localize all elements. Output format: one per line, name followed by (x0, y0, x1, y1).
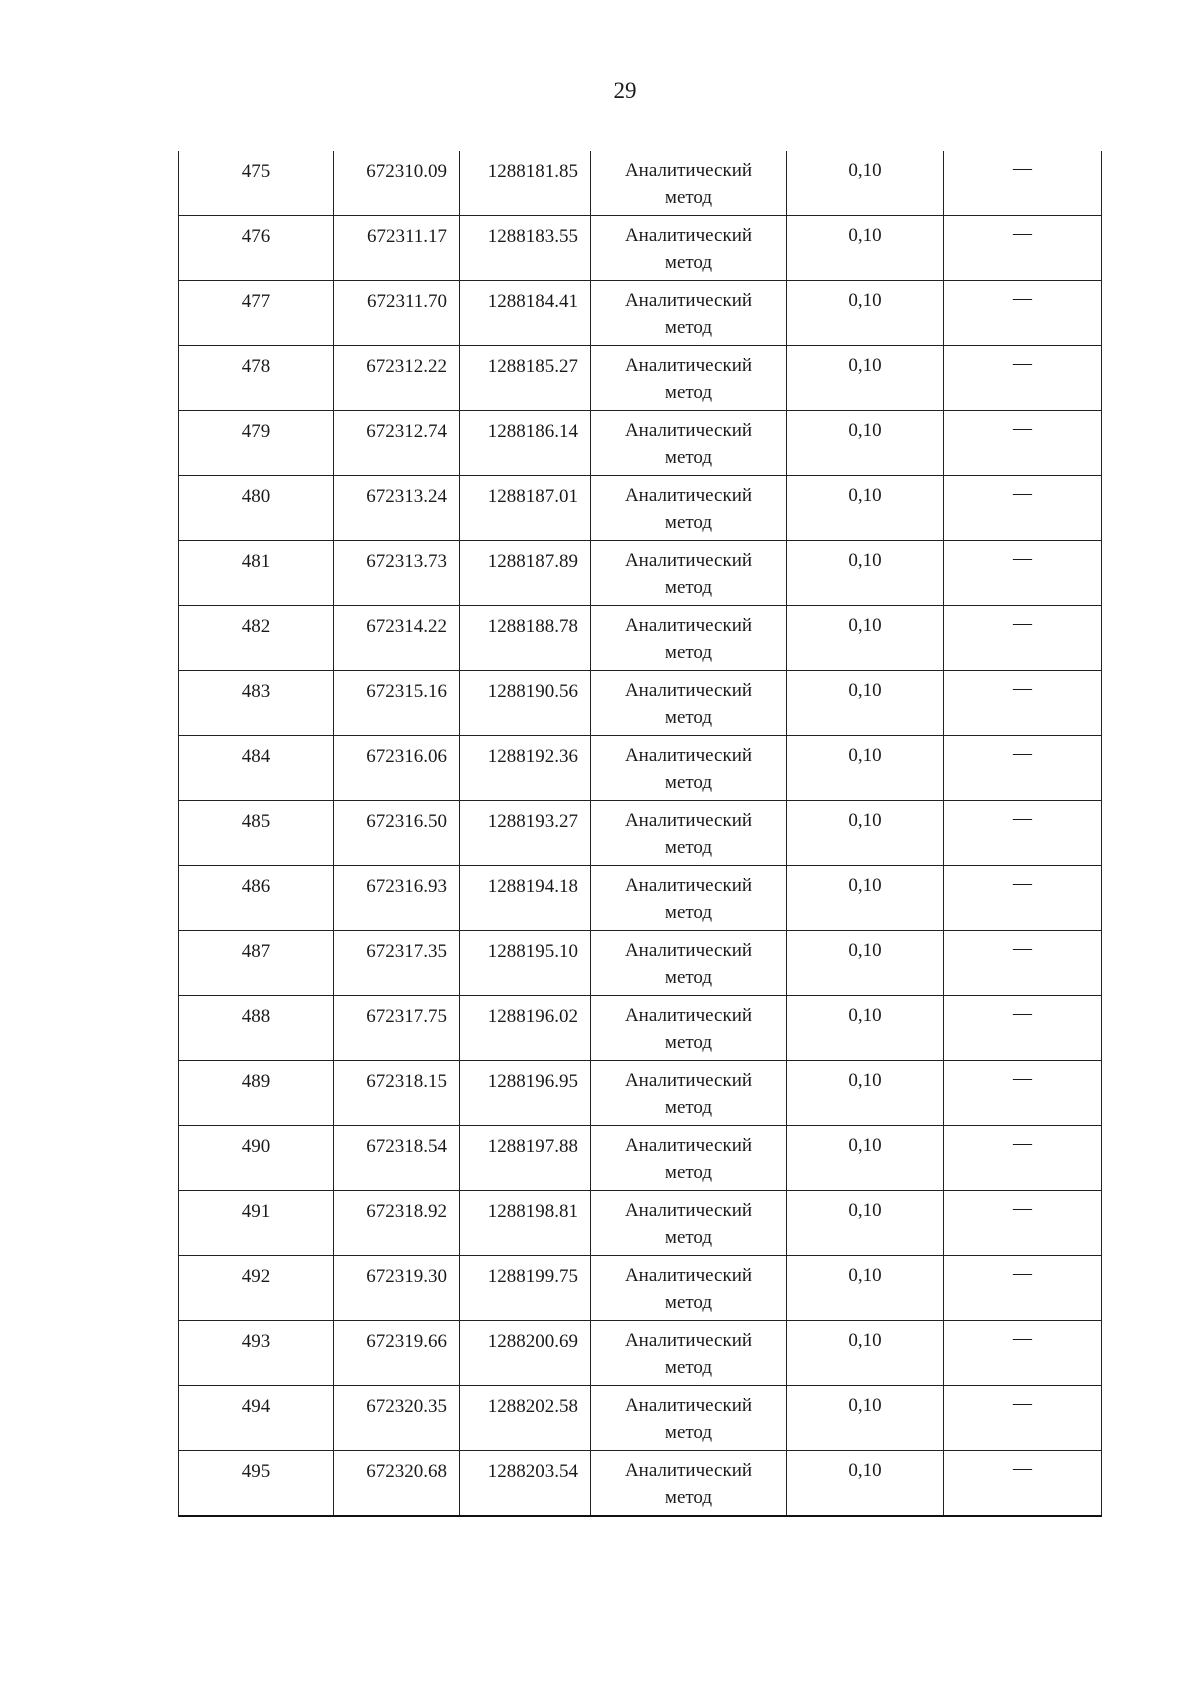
accuracy-cell (787, 671, 944, 736)
note-cell (944, 411, 1102, 476)
point-number-cell (179, 1321, 334, 1386)
table-row (179, 346, 1102, 411)
accuracy-text: 0,10 (848, 1200, 882, 1221)
point-number-cell (179, 1451, 334, 1517)
note-cell (944, 801, 1102, 866)
x-coordinate-cell (334, 1256, 460, 1321)
table-row (179, 606, 1102, 671)
note-cell (944, 216, 1102, 281)
x-coordinate-text: 672315.16 (366, 681, 447, 702)
note-text: — (1013, 1393, 1032, 1414)
point-number-cell (179, 346, 334, 411)
x-coordinate-text: 672316.06 (366, 746, 447, 767)
note-text: — (1013, 483, 1032, 504)
note-text: — (1013, 808, 1032, 829)
accuracy-text: 0,10 (848, 1265, 882, 1286)
y-coordinate-text: 1288183.55 (487, 226, 578, 247)
x-coordinate-cell (334, 346, 460, 411)
point-number-text: 479 (241, 421, 271, 442)
method-label-line1: Аналитический (624, 1135, 753, 1156)
method-cell (591, 996, 787, 1061)
y-coordinate-text: 1288193.27 (487, 811, 578, 832)
x-coordinate-text: 672316.93 (366, 876, 447, 897)
accuracy-text: 0,10 (848, 485, 882, 506)
note-text: — (1013, 678, 1032, 699)
accuracy-cell (787, 1191, 944, 1256)
method-cell (591, 1321, 787, 1386)
method-label-line2: метод (664, 1227, 713, 1248)
table-row (179, 931, 1102, 996)
method-cell (591, 346, 787, 411)
x-coordinate-cell (334, 736, 460, 801)
x-coordinate-cell (334, 866, 460, 931)
method-label-line1: Аналитический (624, 225, 753, 246)
note-cell (944, 866, 1102, 931)
y-coordinate-text: 1288187.89 (487, 551, 578, 572)
accuracy-cell (787, 736, 944, 801)
method-label-line2: метод (664, 1357, 713, 1378)
method-label-line1: Аналитический (624, 550, 753, 571)
point-number-cell (179, 1386, 334, 1451)
x-coordinate-cell (334, 996, 460, 1061)
x-coordinate-text: 672312.74 (366, 421, 447, 442)
x-coordinate-text: 672312.22 (366, 356, 447, 377)
x-coordinate-text: 672319.66 (366, 1331, 447, 1352)
x-coordinate-cell (334, 476, 460, 541)
x-coordinate-text: 672311.17 (366, 226, 447, 247)
y-coordinate-cell (460, 1451, 591, 1517)
table-row (179, 801, 1102, 866)
point-number-text: 475 (241, 161, 271, 182)
method-label-line1: Аналитический (624, 420, 753, 441)
method-label-line1: Аналитический (624, 1200, 753, 1221)
x-coordinate-cell (334, 606, 460, 671)
table-row (179, 1061, 1102, 1126)
method-label-line1: Аналитический (624, 485, 753, 506)
note-cell (944, 151, 1102, 216)
accuracy-text: 0,10 (848, 810, 882, 831)
accuracy-text: 0,10 (848, 875, 882, 896)
method-label-line1: Аналитический (624, 355, 753, 376)
note-cell (944, 671, 1102, 736)
y-coordinate-text: 1288196.95 (487, 1071, 578, 1092)
point-number-cell (179, 281, 334, 346)
table-row (179, 1321, 1102, 1386)
x-coordinate-cell (334, 931, 460, 996)
note-text: — (1013, 1198, 1032, 1219)
point-number-cell (179, 151, 334, 216)
table-row (179, 1386, 1102, 1451)
point-number-cell (179, 801, 334, 866)
method-label-line1: Аналитический (624, 875, 753, 896)
accuracy-text: 0,10 (848, 355, 882, 376)
method-cell (591, 1126, 787, 1191)
method-label-line2: метод (664, 772, 713, 793)
method-cell (591, 476, 787, 541)
y-coordinate-cell (460, 996, 591, 1061)
method-label-line2: метод (664, 317, 713, 338)
point-number-cell (179, 541, 334, 606)
method-label-line2: метод (664, 837, 713, 858)
accuracy-text: 0,10 (848, 225, 882, 246)
note-text: — (1013, 1003, 1032, 1024)
x-coordinate-text: 672314.22 (366, 616, 447, 637)
table-row (179, 411, 1102, 476)
y-coordinate-text: 1288187.01 (487, 486, 578, 507)
x-coordinate-cell (334, 1386, 460, 1451)
x-coordinate-text: 672320.68 (366, 1461, 447, 1482)
table-row (179, 216, 1102, 281)
x-coordinate-cell (334, 671, 460, 736)
note-cell (944, 1191, 1102, 1256)
method-label-line1: Аналитический (624, 1395, 753, 1416)
x-coordinate-cell (334, 1451, 460, 1517)
point-number-cell (179, 476, 334, 541)
point-number-text: 490 (241, 1136, 271, 1157)
method-label-line1: Аналитический (624, 1070, 753, 1091)
accuracy-text: 0,10 (848, 1135, 882, 1156)
point-number-text: 488 (241, 1006, 271, 1027)
accuracy-cell (787, 1126, 944, 1191)
point-number-text: 486 (241, 876, 271, 897)
table-row (179, 151, 1102, 216)
note-cell (944, 476, 1102, 541)
y-coordinate-cell (460, 1126, 591, 1191)
note-cell (944, 1321, 1102, 1386)
x-coordinate-text: 672313.73 (366, 551, 447, 572)
note-cell (944, 1256, 1102, 1321)
method-label-line1: Аналитический (624, 1460, 753, 1481)
point-number-text: 477 (241, 291, 271, 312)
point-number-text: 484 (241, 746, 271, 767)
accuracy-cell (787, 1451, 944, 1517)
point-number-text: 489 (241, 1071, 271, 1092)
y-coordinate-cell (460, 1191, 591, 1256)
method-label-line1: Аналитический (624, 290, 753, 311)
accuracy-cell (787, 1061, 944, 1126)
method-cell (591, 801, 787, 866)
accuracy-text: 0,10 (848, 1005, 882, 1026)
method-label-line1: Аналитический (624, 1265, 753, 1286)
x-coordinate-text: 672310.09 (366, 161, 447, 182)
point-number-cell (179, 1256, 334, 1321)
accuracy-text: 0,10 (848, 160, 882, 181)
note-cell (944, 281, 1102, 346)
point-number-cell (179, 931, 334, 996)
table-row (179, 1256, 1102, 1321)
y-coordinate-text: 1288199.75 (487, 1266, 578, 1287)
method-cell (591, 866, 787, 931)
point-number-text: 482 (241, 616, 271, 637)
accuracy-cell (787, 866, 944, 931)
y-coordinate-cell (460, 1061, 591, 1126)
x-coordinate-text: 672319.30 (366, 1266, 447, 1287)
y-coordinate-text: 1288181.85 (487, 161, 578, 182)
method-label-line2: метод (664, 252, 713, 273)
note-text: — (1013, 873, 1032, 894)
method-label-line1: Аналитический (624, 680, 753, 701)
method-label-line1: Аналитический (624, 940, 753, 961)
y-coordinate-text: 1288198.81 (487, 1201, 578, 1222)
accuracy-text: 0,10 (848, 940, 882, 961)
method-cell (591, 736, 787, 801)
note-text: — (1013, 158, 1032, 179)
method-label-line2: метод (664, 642, 713, 663)
note-text: — (1013, 418, 1032, 439)
x-coordinate-text: 672318.92 (366, 1201, 447, 1222)
y-coordinate-text: 1288203.54 (487, 1461, 578, 1482)
note-text: — (1013, 223, 1032, 244)
x-coordinate-text: 672317.35 (366, 941, 447, 962)
note-cell (944, 1386, 1102, 1451)
note-cell (944, 541, 1102, 606)
x-coordinate-text: 672313.24 (366, 486, 447, 507)
accuracy-text: 0,10 (848, 290, 882, 311)
accuracy-text: 0,10 (848, 1070, 882, 1091)
note-cell (944, 931, 1102, 996)
x-coordinate-cell (334, 1126, 460, 1191)
method-label-line2: метод (664, 1032, 713, 1053)
point-number-cell (179, 1061, 334, 1126)
note-text: — (1013, 613, 1032, 634)
method-label-line1: Аналитический (624, 1005, 753, 1026)
method-label-line2: метод (664, 902, 713, 923)
y-coordinate-text: 1288188.78 (487, 616, 578, 637)
y-coordinate-cell (460, 281, 591, 346)
method-label-line2: метод (664, 1292, 713, 1313)
method-label-line2: метод (664, 187, 713, 208)
y-coordinate-cell (460, 151, 591, 216)
point-number-cell (179, 1191, 334, 1256)
method-cell (591, 931, 787, 996)
y-coordinate-cell (460, 541, 591, 606)
accuracy-cell (787, 151, 944, 216)
note-text: — (1013, 1263, 1032, 1284)
point-number-text: 494 (241, 1396, 271, 1417)
method-label-line2: метод (664, 447, 713, 468)
x-coordinate-text: 672318.54 (366, 1136, 447, 1157)
method-label-line2: метод (664, 1162, 713, 1183)
method-cell (591, 1451, 787, 1517)
note-text: — (1013, 353, 1032, 374)
method-label-line2: метод (664, 512, 713, 533)
point-number-cell (179, 736, 334, 801)
method-label-line1: Аналитический (624, 745, 753, 766)
accuracy-cell (787, 996, 944, 1061)
coordinates-table-body (179, 151, 1102, 1516)
note-text: — (1013, 288, 1032, 309)
note-cell (944, 736, 1102, 801)
y-coordinate-cell (460, 801, 591, 866)
page-number: 29 (613, 78, 637, 103)
y-coordinate-cell (460, 736, 591, 801)
y-coordinate-cell (460, 931, 591, 996)
method-cell (591, 1386, 787, 1451)
method-label-line1: Аналитический (624, 615, 753, 636)
x-coordinate-cell (334, 541, 460, 606)
method-cell (591, 671, 787, 736)
y-coordinate-cell (460, 346, 591, 411)
accuracy-text: 0,10 (848, 1330, 882, 1351)
accuracy-text: 0,10 (848, 745, 882, 766)
y-coordinate-text: 1288197.88 (487, 1136, 578, 1157)
y-coordinate-cell (460, 671, 591, 736)
x-coordinate-cell (334, 1321, 460, 1386)
accuracy-cell (787, 1321, 944, 1386)
point-number-text: 492 (241, 1266, 271, 1287)
accuracy-text: 0,10 (848, 1460, 882, 1481)
table-row (179, 541, 1102, 606)
method-label-line1: Аналитический (624, 1330, 753, 1351)
method-label-line2: метод (664, 1097, 713, 1118)
note-cell (944, 346, 1102, 411)
method-cell (591, 151, 787, 216)
accuracy-cell (787, 1256, 944, 1321)
note-cell (944, 1451, 1102, 1517)
accuracy-cell (787, 541, 944, 606)
note-cell (944, 1126, 1102, 1191)
point-number-text: 476 (241, 226, 271, 247)
y-coordinate-cell (460, 476, 591, 541)
y-coordinate-text: 1288186.14 (487, 421, 578, 442)
method-cell (591, 1191, 787, 1256)
accuracy-cell (787, 346, 944, 411)
point-number-cell (179, 411, 334, 476)
y-coordinate-cell (460, 606, 591, 671)
accuracy-text: 0,10 (848, 420, 882, 441)
point-number-text: 485 (241, 811, 271, 832)
table-row (179, 1451, 1102, 1517)
method-cell (591, 541, 787, 606)
table-row (179, 736, 1102, 801)
x-coordinate-cell (334, 411, 460, 476)
accuracy-cell (787, 216, 944, 281)
y-coordinate-text: 1288200.69 (487, 1331, 578, 1352)
note-text: — (1013, 548, 1032, 569)
accuracy-text: 0,10 (848, 550, 882, 571)
point-number-text: 495 (241, 1461, 271, 1482)
method-label-line1: Аналитический (624, 160, 753, 181)
point-number-cell (179, 216, 334, 281)
y-coordinate-cell (460, 216, 591, 281)
x-coordinate-cell (334, 151, 460, 216)
accuracy-cell (787, 281, 944, 346)
table-row (179, 281, 1102, 346)
point-number-text: 478 (241, 356, 271, 377)
accuracy-text: 0,10 (848, 1395, 882, 1416)
x-coordinate-cell (334, 281, 460, 346)
note-cell (944, 1061, 1102, 1126)
y-coordinate-text: 1288196.02 (487, 1006, 578, 1027)
y-coordinate-cell (460, 1321, 591, 1386)
accuracy-cell (787, 606, 944, 671)
point-number-cell (179, 1126, 334, 1191)
point-number-text: 487 (241, 941, 271, 962)
x-coordinate-text: 672316.50 (366, 811, 447, 832)
note-text: — (1013, 1458, 1032, 1479)
note-text: — (1013, 938, 1032, 959)
note-cell (944, 606, 1102, 671)
y-coordinate-cell (460, 866, 591, 931)
y-coordinate-text: 1288194.18 (487, 876, 578, 897)
point-number-text: 480 (241, 486, 271, 507)
method-cell (591, 606, 787, 671)
method-label-line1: Аналитический (624, 810, 753, 831)
table-row (179, 996, 1102, 1061)
x-coordinate-text: 672318.15 (366, 1071, 447, 1092)
point-number-cell (179, 866, 334, 931)
y-coordinate-text: 1288185.27 (487, 356, 578, 377)
accuracy-cell (787, 411, 944, 476)
method-cell (591, 1256, 787, 1321)
accuracy-cell (787, 1386, 944, 1451)
note-text: — (1013, 1068, 1032, 1089)
method-cell (591, 281, 787, 346)
method-cell (591, 411, 787, 476)
x-coordinate-cell (334, 216, 460, 281)
accuracy-cell (787, 476, 944, 541)
x-coordinate-cell (334, 801, 460, 866)
note-text: — (1013, 1328, 1032, 1349)
x-coordinate-text: 672317.75 (366, 1006, 447, 1027)
table-row (179, 1191, 1102, 1256)
method-label-line2: метод (664, 577, 713, 598)
note-cell (944, 996, 1102, 1061)
x-coordinate-cell (334, 1191, 460, 1256)
y-coordinate-cell (460, 411, 591, 476)
y-coordinate-text: 1288195.10 (487, 941, 578, 962)
accuracy-text: 0,10 (848, 680, 882, 701)
y-coordinate-text: 1288184.41 (487, 291, 578, 312)
note-text: — (1013, 1133, 1032, 1154)
method-label-line2: метод (664, 707, 713, 728)
method-label-line2: метод (664, 1422, 713, 1443)
table-row (179, 671, 1102, 736)
table-row (179, 866, 1102, 931)
x-coordinate-text: 672320.35 (366, 1396, 447, 1417)
point-number-cell (179, 671, 334, 736)
x-coordinate-cell (334, 1061, 460, 1126)
method-cell (591, 1061, 787, 1126)
method-label-line2: метод (664, 967, 713, 988)
accuracy-cell (787, 931, 944, 996)
method-label-line2: метод (664, 1487, 713, 1508)
method-label-line2: метод (664, 382, 713, 403)
note-text: — (1013, 743, 1032, 764)
accuracy-text: 0,10 (848, 615, 882, 636)
table-row (179, 476, 1102, 541)
y-coordinate-cell (460, 1386, 591, 1451)
y-coordinate-text: 1288192.36 (487, 746, 578, 767)
y-coordinate-cell (460, 1256, 591, 1321)
y-coordinate-text: 1288190.56 (487, 681, 578, 702)
point-number-text: 481 (241, 551, 271, 572)
point-number-text: 493 (241, 1331, 271, 1352)
point-number-text: 491 (241, 1201, 271, 1222)
point-number-cell (179, 606, 334, 671)
point-number-text: 483 (241, 681, 271, 702)
coordinates-table (178, 151, 1102, 1517)
point-number-cell (179, 996, 334, 1061)
method-cell (591, 216, 787, 281)
x-coordinate-text: 672311.70 (366, 291, 447, 312)
table-row (179, 1126, 1102, 1191)
accuracy-cell (787, 801, 944, 866)
y-coordinate-text: 1288202.58 (487, 1396, 578, 1417)
